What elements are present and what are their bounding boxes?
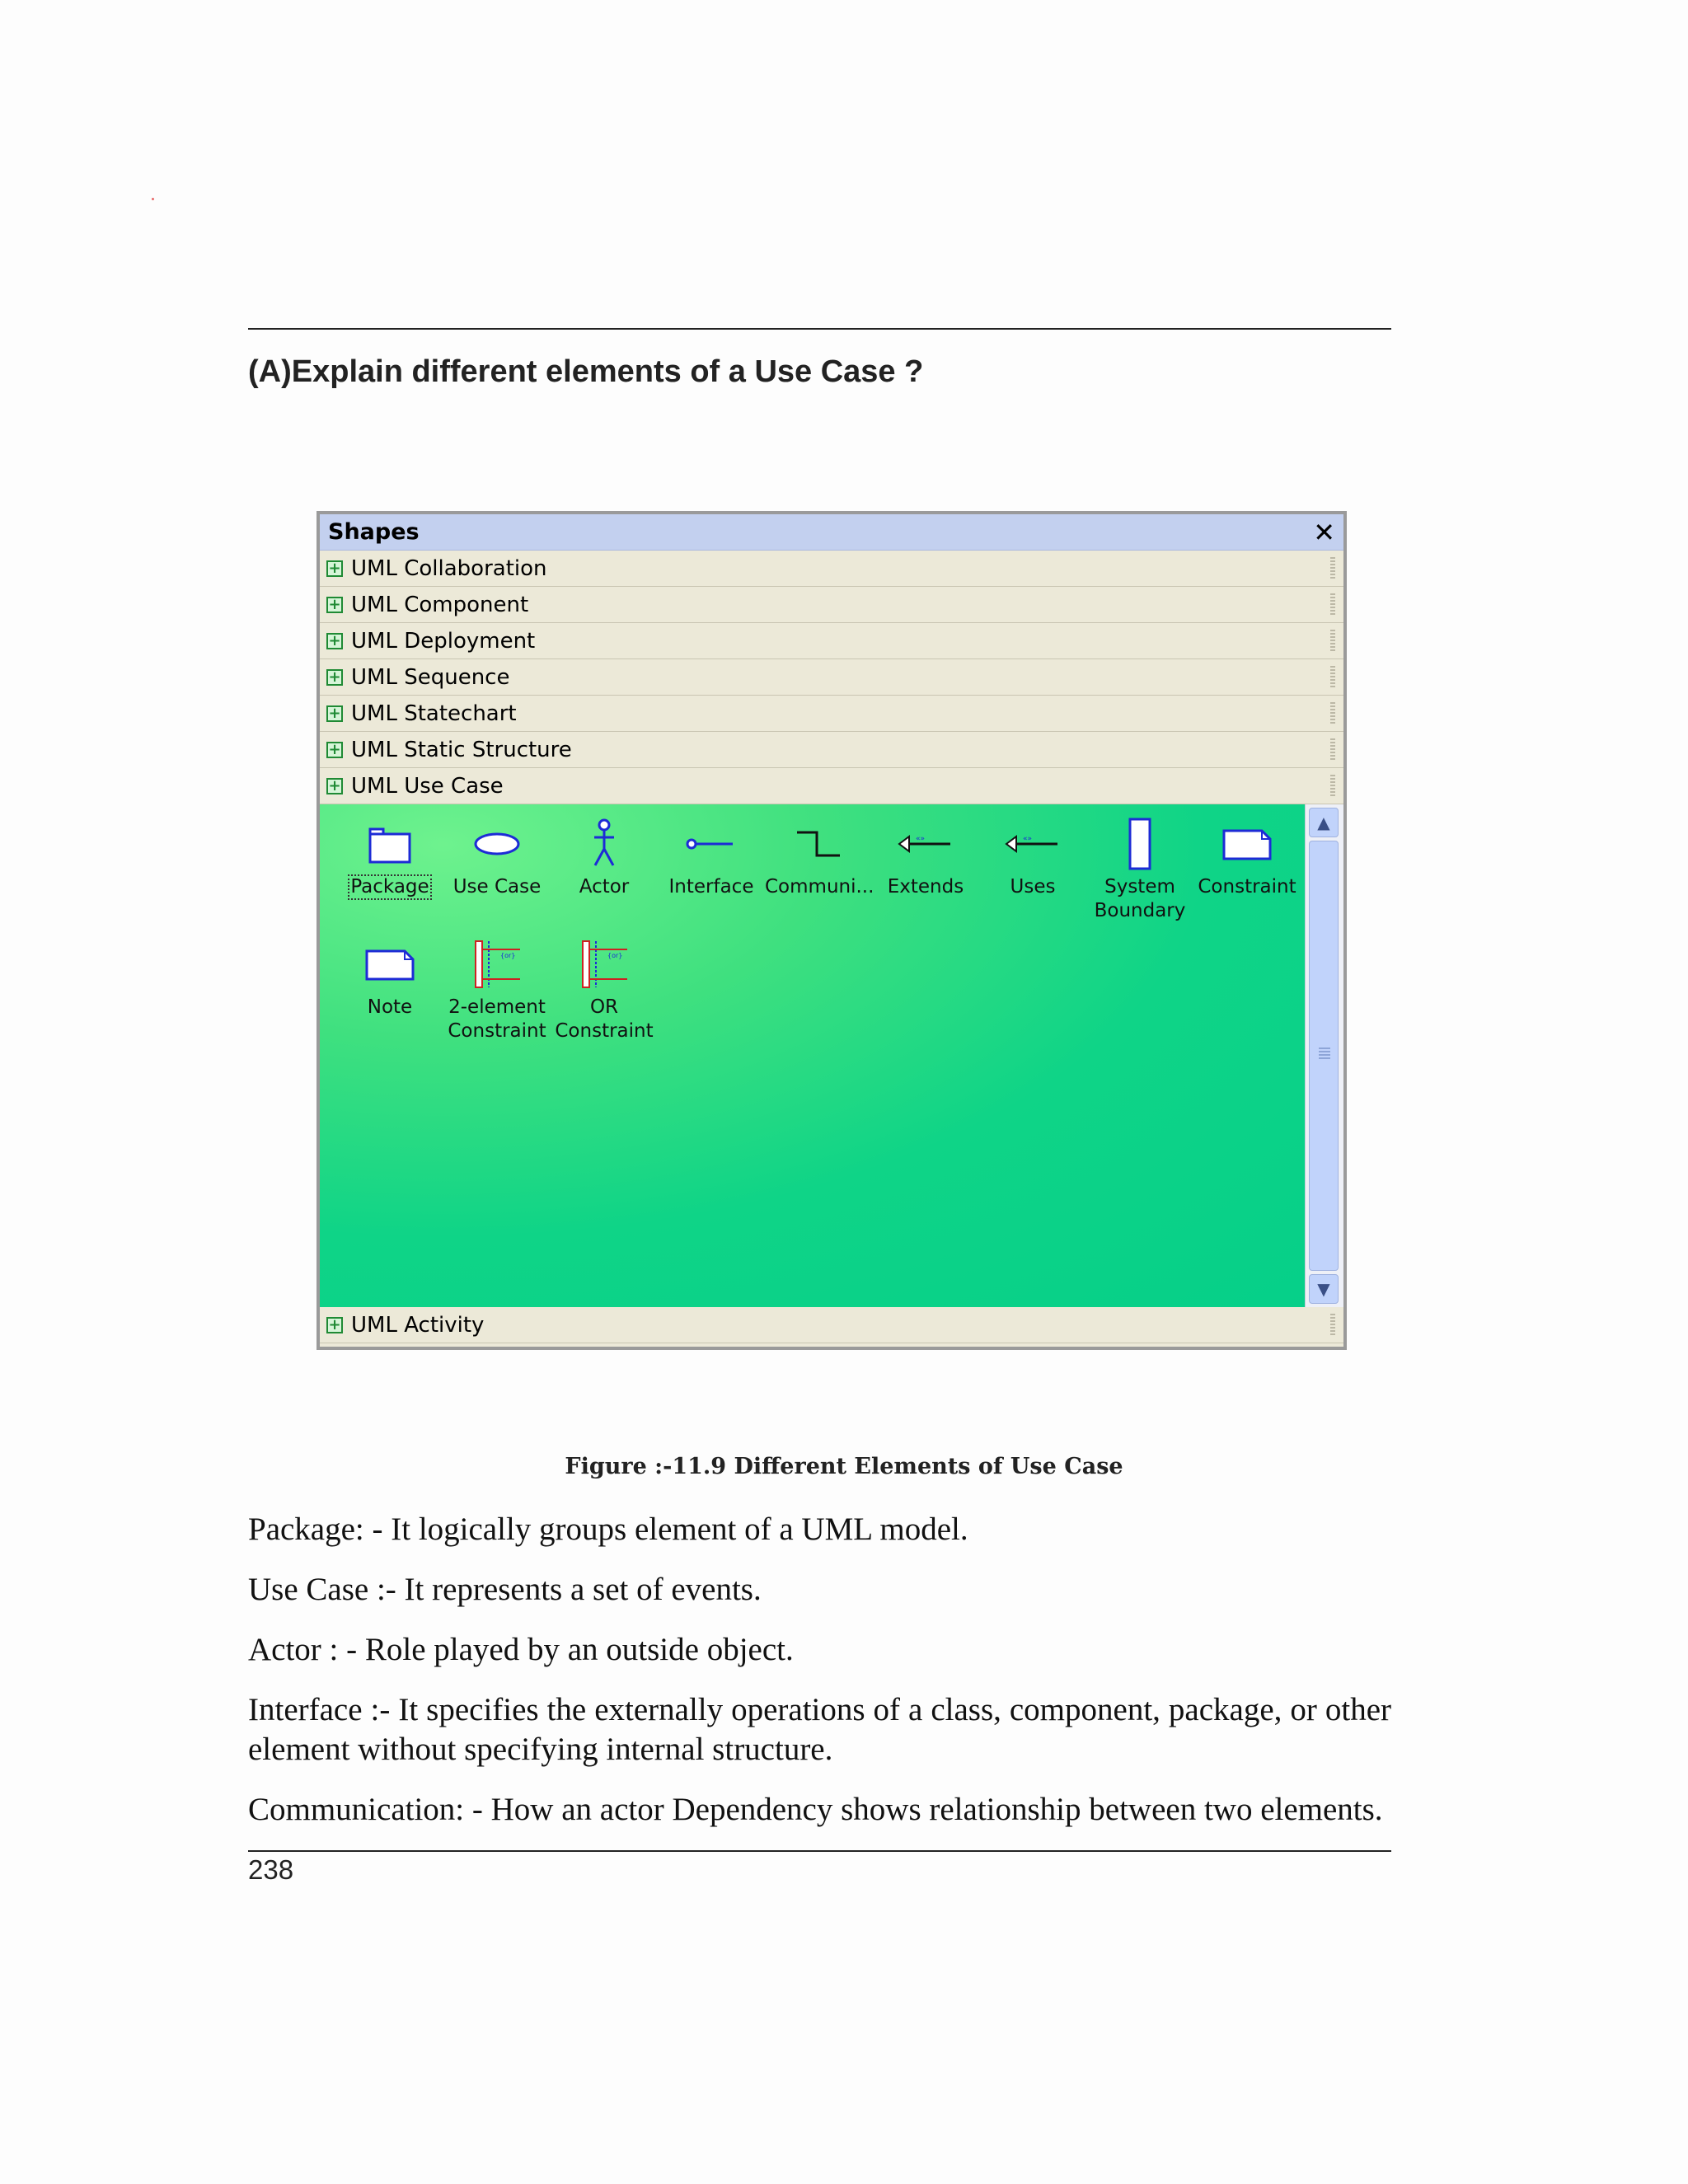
shape-label: Use Case bbox=[452, 876, 542, 898]
stencil-uml-collaboration[interactable] bbox=[320, 551, 1343, 587]
shape-label: Interface bbox=[668, 876, 754, 898]
scroll-down-icon[interactable]: ▼ bbox=[1309, 1274, 1339, 1304]
shape-constraint[interactable] bbox=[1193, 813, 1301, 899]
page-number: 238 bbox=[248, 1854, 294, 1885]
expand-plus-icon: + bbox=[326, 705, 343, 722]
shapes-window bbox=[316, 511, 1347, 1350]
stencil-uml-activity[interactable] bbox=[320, 1307, 1343, 1343]
vertical-scrollbar[interactable] bbox=[1305, 804, 1343, 1307]
svg-text:{or}: {or} bbox=[500, 952, 516, 959]
paragraph-communication: Communication: - How an actor Dependency shows relationship between two elements. bbox=[248, 1792, 1383, 1827]
use-case-icon bbox=[443, 813, 551, 875]
expand-plus-icon: + bbox=[326, 633, 343, 649]
svg-text:«»: «» bbox=[1023, 835, 1033, 843]
grip-icon bbox=[1330, 666, 1335, 689]
shape-label: OR Constraint bbox=[555, 996, 654, 1042]
extends-icon bbox=[872, 813, 979, 875]
shape-label: Communi... bbox=[765, 876, 874, 898]
stencil-uml-static-structure[interactable] bbox=[320, 732, 1343, 768]
stencil-label: UML Activity bbox=[351, 1312, 485, 1338]
grip-icon bbox=[1330, 557, 1335, 580]
bottom-rule bbox=[248, 1850, 1391, 1852]
shape-label: Note bbox=[367, 996, 413, 1018]
expand-plus-icon: + bbox=[326, 778, 343, 794]
expand-plus-icon: + bbox=[326, 597, 343, 613]
grip-icon bbox=[1330, 593, 1335, 616]
shape-use-case[interactable] bbox=[443, 813, 551, 899]
stencil-label: UML Static Structure bbox=[351, 737, 572, 762]
stencil-label: UML Component bbox=[351, 592, 529, 617]
shape-uses[interactable] bbox=[979, 813, 1086, 899]
scroll-thumb[interactable] bbox=[1309, 841, 1339, 1271]
shape-label: Extends bbox=[887, 876, 964, 898]
shape-label: 2-element Constraint bbox=[448, 996, 546, 1042]
shape-package[interactable] bbox=[336, 813, 443, 899]
stray-mark bbox=[152, 198, 154, 200]
paragraph-use-case: Use Case :- It represents a set of events. bbox=[248, 1572, 762, 1607]
package-icon bbox=[336, 813, 443, 875]
interface-icon bbox=[658, 813, 765, 875]
stencil-uml-deployment[interactable] bbox=[320, 623, 1343, 659]
stencil-label: UML Statechart bbox=[351, 701, 517, 726]
top-rule bbox=[248, 328, 1391, 330]
stencil-label: UML Collaboration bbox=[351, 555, 547, 581]
stencil-label: UML Use Case bbox=[351, 773, 504, 799]
stencil-uml-statechart[interactable] bbox=[320, 696, 1343, 732]
expand-plus-icon: + bbox=[326, 669, 343, 686]
stencil-uml-component[interactable] bbox=[320, 587, 1343, 623]
paragraph-package: Package: - It logically groups element of a UML model. bbox=[248, 1511, 968, 1547]
actor-icon bbox=[551, 813, 658, 875]
stencil-label: UML Sequence bbox=[351, 664, 510, 690]
stencil-body-use-case bbox=[320, 804, 1343, 1307]
shape-communication[interactable] bbox=[765, 813, 872, 899]
shape-label: Constraint bbox=[1198, 876, 1296, 898]
shape-label: Uses bbox=[1010, 876, 1056, 898]
stencil-label: UML Deployment bbox=[351, 628, 536, 654]
shape-two-element-constraint[interactable] bbox=[443, 933, 551, 1043]
two-element-constraint-icon bbox=[443, 933, 551, 996]
grip-icon bbox=[1319, 1047, 1330, 1059]
shape-actor[interactable] bbox=[551, 813, 658, 899]
shape-or-constraint[interactable] bbox=[551, 933, 658, 1043]
svg-text:{or}: {or} bbox=[607, 952, 623, 959]
figure-caption: Figure :-11.9 Different Elements of Use Case bbox=[565, 1454, 1123, 1479]
grip-icon bbox=[1330, 775, 1335, 798]
or-constraint-icon bbox=[551, 933, 658, 996]
grip-icon bbox=[1330, 702, 1335, 725]
shape-label: Actor bbox=[579, 876, 630, 898]
body-text bbox=[248, 1510, 1391, 1850]
grip-icon bbox=[1330, 738, 1335, 762]
shape-label: Package bbox=[350, 876, 429, 898]
expand-plus-icon: + bbox=[326, 560, 343, 577]
constraint-icon bbox=[1193, 813, 1301, 875]
uses-icon bbox=[979, 813, 1086, 875]
stencil-uml-sequence[interactable] bbox=[320, 659, 1343, 696]
close-icon[interactable]: ✕ bbox=[1313, 516, 1335, 548]
shape-interface[interactable] bbox=[658, 813, 765, 899]
shape-note[interactable] bbox=[336, 933, 443, 1019]
shapes-title: Shapes bbox=[328, 519, 420, 545]
grip-icon bbox=[1330, 1314, 1335, 1337]
scroll-up-icon[interactable]: ▲ bbox=[1309, 808, 1339, 837]
communication-icon bbox=[765, 813, 872, 875]
page-heading: (A)Explain different elements of a Use Case ? bbox=[248, 354, 924, 389]
paragraph-interface: Interface :- It specifies the externally operations of a class, component, package, or other element without specifying internal structure. bbox=[248, 1692, 1391, 1767]
expand-plus-icon: + bbox=[326, 742, 343, 758]
shape-system-boundary[interactable] bbox=[1086, 813, 1193, 923]
system-boundary-icon bbox=[1086, 813, 1193, 875]
shape-extends[interactable] bbox=[872, 813, 979, 899]
grip-icon bbox=[1330, 630, 1335, 653]
note-icon bbox=[336, 933, 443, 996]
shapes-titlebar bbox=[320, 514, 1343, 551]
shape-label: System Boundary bbox=[1094, 876, 1186, 921]
expand-plus-icon: + bbox=[326, 1317, 343, 1333]
paragraph-actor: Actor : - Role played by an outside object. bbox=[248, 1632, 794, 1667]
svg-text:«»: «» bbox=[916, 835, 926, 843]
stencil-uml-use-case[interactable] bbox=[320, 768, 1343, 804]
